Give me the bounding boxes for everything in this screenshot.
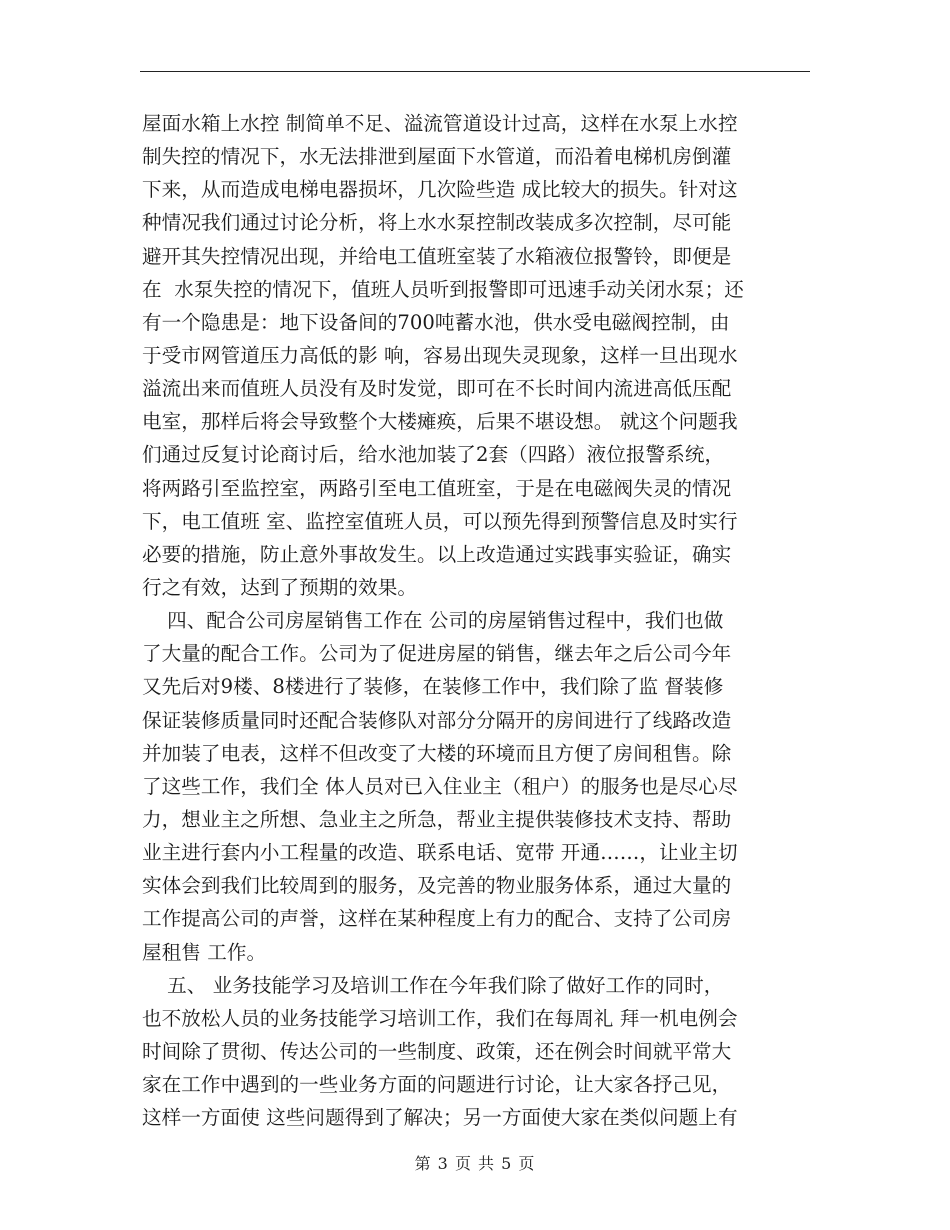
text-line: 并加装了电表，这样不但改变了大楼的环境而且方便了房间租售。除 — [142, 741, 732, 765]
text-line: 家在工作中遇到的一些业务方面的问题进行讨论，让大家各抒己见， — [142, 1073, 732, 1097]
text-line: 行之有效，达到了预期的效果。 — [142, 575, 418, 599]
text-line: 了这些工作，我们全 体人员对已入住业主（租户）的服务也是尽心尽 — [142, 774, 738, 798]
text-line: 将两路引至监控室，两路引至电工值班室，于是在电磁阀失灵的情况 — [142, 476, 732, 500]
text-line: 屋面水箱上水控 制简单不足、溢流管道设计过高，这样在水泵上水控 — [142, 112, 738, 135]
text-line: 有一个隐患是：地下设备间的700吨蓄水池，供水受电磁阀控制，由 — [142, 310, 730, 334]
text-line: 在 水泵失控的情况下，值班人员听到报警即可迅速手动关闭水泵；还 — [142, 277, 744, 301]
text-line: 工作提高公司的声誉，这样在某种程度上有力的配合、支持了公司房 — [142, 907, 732, 931]
text-line: 下，电工值班 室、监控室值班人员，可以预先得到预警信息及时实行 — [142, 509, 738, 533]
text-line: 实体会到我们比较周到的服务，及完善的物业服务体系，通过大量的 — [142, 874, 732, 898]
document-body — [142, 107, 814, 1134]
text-line: 力，想业主之所想、急业主之所急，帮业主提供装修技术支持、帮助 — [142, 807, 732, 831]
header-rule — [140, 71, 810, 72]
text-line: 四、配合公司房屋销售工作在 公司的房屋销售过程中，我们也做 — [142, 609, 724, 633]
text-line: 五、 业务技能学习及培训工作在今年我们除了做好工作的同时， — [142, 973, 724, 997]
text-line: 下来，从而造成电梯电器损坏，几次险些造 成比较大的损失。针对这 — [142, 178, 738, 202]
text-line: 这样一方面使 这些问题得到了解决；另一方面使大家在类似问题上有 — [142, 1106, 738, 1130]
text-line: 避开其失控情况出现，并给电工值班室装了水箱液位报警铃，即便是 — [142, 244, 732, 268]
text-line: 制失控的情况下，水无法排泄到屋面下水管道，而沿着电梯机房倒灌 — [142, 145, 732, 169]
text-line: 了大量的配合工作。公司为了促进房屋的销售，继去年之后公司今年 — [142, 642, 732, 666]
text-line: 种情况我们通过讨论分析，将上水水泵控制改装成多次控制，尽可能 — [142, 211, 732, 235]
text-line: 必要的措施，防止意外事故发生。以上改造通过实践事实验证，确实 — [142, 542, 732, 566]
text-line: 们通过反复讨论商讨后，给水池加装了2套（四路）液位报警系统， — [142, 443, 725, 467]
text-line: 业主进行套内小工程量的改造、联系电话、宽带 开通……，让业主切 — [142, 841, 738, 865]
text-line: 屋租售 工作。 — [142, 940, 267, 964]
text-line: 时间除了贯彻、传达公司的一些制度、政策，还在例会时间就平常大 — [142, 1039, 732, 1063]
page-footer: 第 3 页 共 5 页 — [414, 1154, 536, 1173]
text-line: 于受市网管道压力高低的影 响，容易出现失灵现象，这样一旦出现水 — [142, 343, 738, 367]
text-line: 保证装修质量同时还配合装修队对部分分隔开的房间进行了线路改造 — [142, 708, 732, 732]
text-line: 溢流出来而值班人员没有及时发觉，即可在不长时间内流进高低压配 — [142, 377, 732, 401]
text-line: 也不放松人员的业务技能学习培训工作，我们在每周礼 拜一机电例会 — [142, 1006, 738, 1030]
text-line: 又先后对9楼、8楼进行了装修，在装修工作中，我们除了监 督装修 — [142, 675, 724, 699]
text-line: 电室，那样后将会导致整个大楼瘫痪，后果不堪设想。 就这个问题我 — [142, 410, 738, 434]
